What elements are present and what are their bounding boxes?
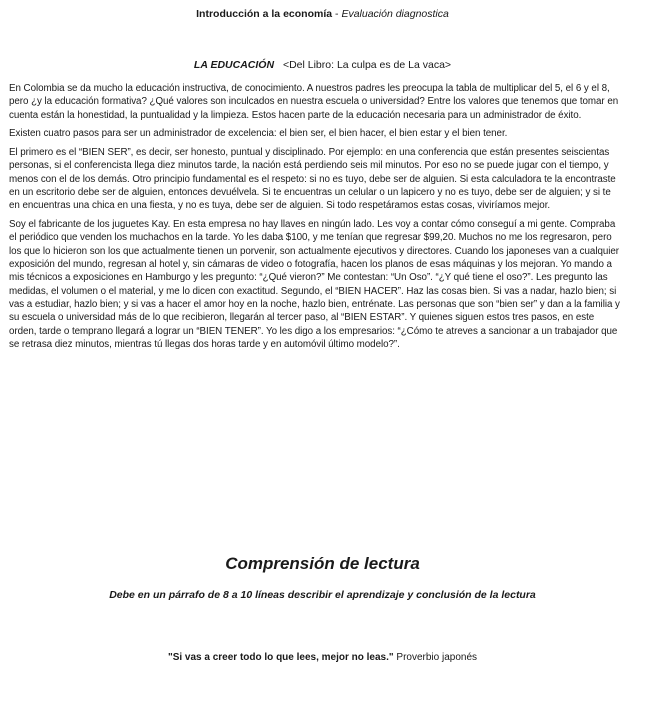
comprehension-instruction: Debe en un párrafo de 8 a 10 líneas describir el aprendizaje y conclusión de la lectura [109, 589, 536, 601]
paragraph: En Colombia se da mucho la educación instructiva, de conocimiento. A nuestros padres les preocupa la tabla de multiplicar del 5, el 6 y el 8, pero ¿y la educación formativa? ¿Qué valores son inculcados en nuestra escuela o universidad? Entre los valores que tenemos que tomar en cuenta están la honestidad, la puntualidad y la limpieza. Estos hacen parte de la educación necesaria para un administrador de éxito. [9, 83, 619, 121]
document-header [0, 7, 645, 21]
quote-author: Proverbio japonés [396, 652, 478, 663]
course-name: Introducción a la economía [196, 8, 333, 20]
closing-quote [0, 651, 645, 665]
header-separator: - [332, 8, 342, 20]
evaluation-subtitle: Evaluación diagnostica [341, 8, 449, 20]
reading-title-line [0, 58, 645, 72]
paragraph: Existen cuatro pasos para ser un administrador de excelencia: el bien ser, el bien hacer, el bien estar y el bien tener. [9, 128, 508, 140]
quote-text: "Si vas a creer todo lo que lees, mejor no leas." [167, 652, 394, 663]
paragraph: Soy el fabricante de los juguetes Kay. En esta empresa no hay llaves en ningún lado. Les voy a contar cómo conseguí a mi gente. Compraba el periódico que venden los muchachos en la tarde. Yo les daba $100, y me tenían que regresar $99,20. Muchos no me los regresaron, pero los que lo hicieron son los que actualmente tienen un porvenir, son actualmente ejecutivos y directores. Cuando los japoneses van a cualquier exposición del mundo, regresan al hotel y, sin cámaras de video o fotografía, hacen los planos de esas máquinas y los mejoran. Yo mando a mis técnicos a exposiciones en Hamburgo y les pregunto: “¿Qué vieron?” Me contestan: “Un Oso”. “¿Y qué tiene el oso?”. Les pregunto las medidas, el volumen o el material, y me lo dicen con exactitud. Segundo, el “BIEN HACER”. Haz las cosas bien. Si vas a nadar, hazlo bien; si vas a estudiar, hazlo bien; y si vas a hacer el amor hoy en la noche, hazlo bien, entrénate. Las personas que son “bien ser” y dan a la familia y su escuela o universidad más de lo que recibieron, llegarán al tercer paso, al “BIEN ESTAR”. Y quienes siguen estos tres pasos, en este orden, tarde o temprano llegará a lograr un “BIEN TENER”. Yo les digo a los empresarios: “¿Cómo te atreves a sancionar a un trabajador que se retrasa diez minutos, mientras tú llegas dos horas tarde y en automóvil último modelo?”. [9, 219, 620, 350]
reading-source: <Del Libro: La culpa es de La vaca> [282, 59, 452, 71]
comprehension-title: Comprensión de lectura [225, 554, 420, 573]
paragraph: El primero es el “BIEN SER”, es decir, ser honesto, puntual y disciplinado. Por ejemplo: en una conferencia que están presentes seiscientas personas, si el conferencista llega diez minutos tarde, la nación está perdiendo seis mil minutos. Por eso no se puede jugar con el tiempo, y menos con el de los demás. Otro principio fundamental es el respeto: si no es tuyo, debe ser de alguien. Si esta calculadora te la encontraste en un escritorio debe ser de alguien, entonces devuélvela. Si te encuentras un celular o un lapicero y no es tuyo, debe ser de alguien; y si te en encuentras una chica en una fiesta, y no es tuya, debe ser de alguien. Si todo respetáramos estas cosas, viviríamos mejor. [9, 147, 616, 212]
reading-title: LA EDUCACIÓN [193, 59, 275, 71]
reading-body [9, 82, 623, 357]
